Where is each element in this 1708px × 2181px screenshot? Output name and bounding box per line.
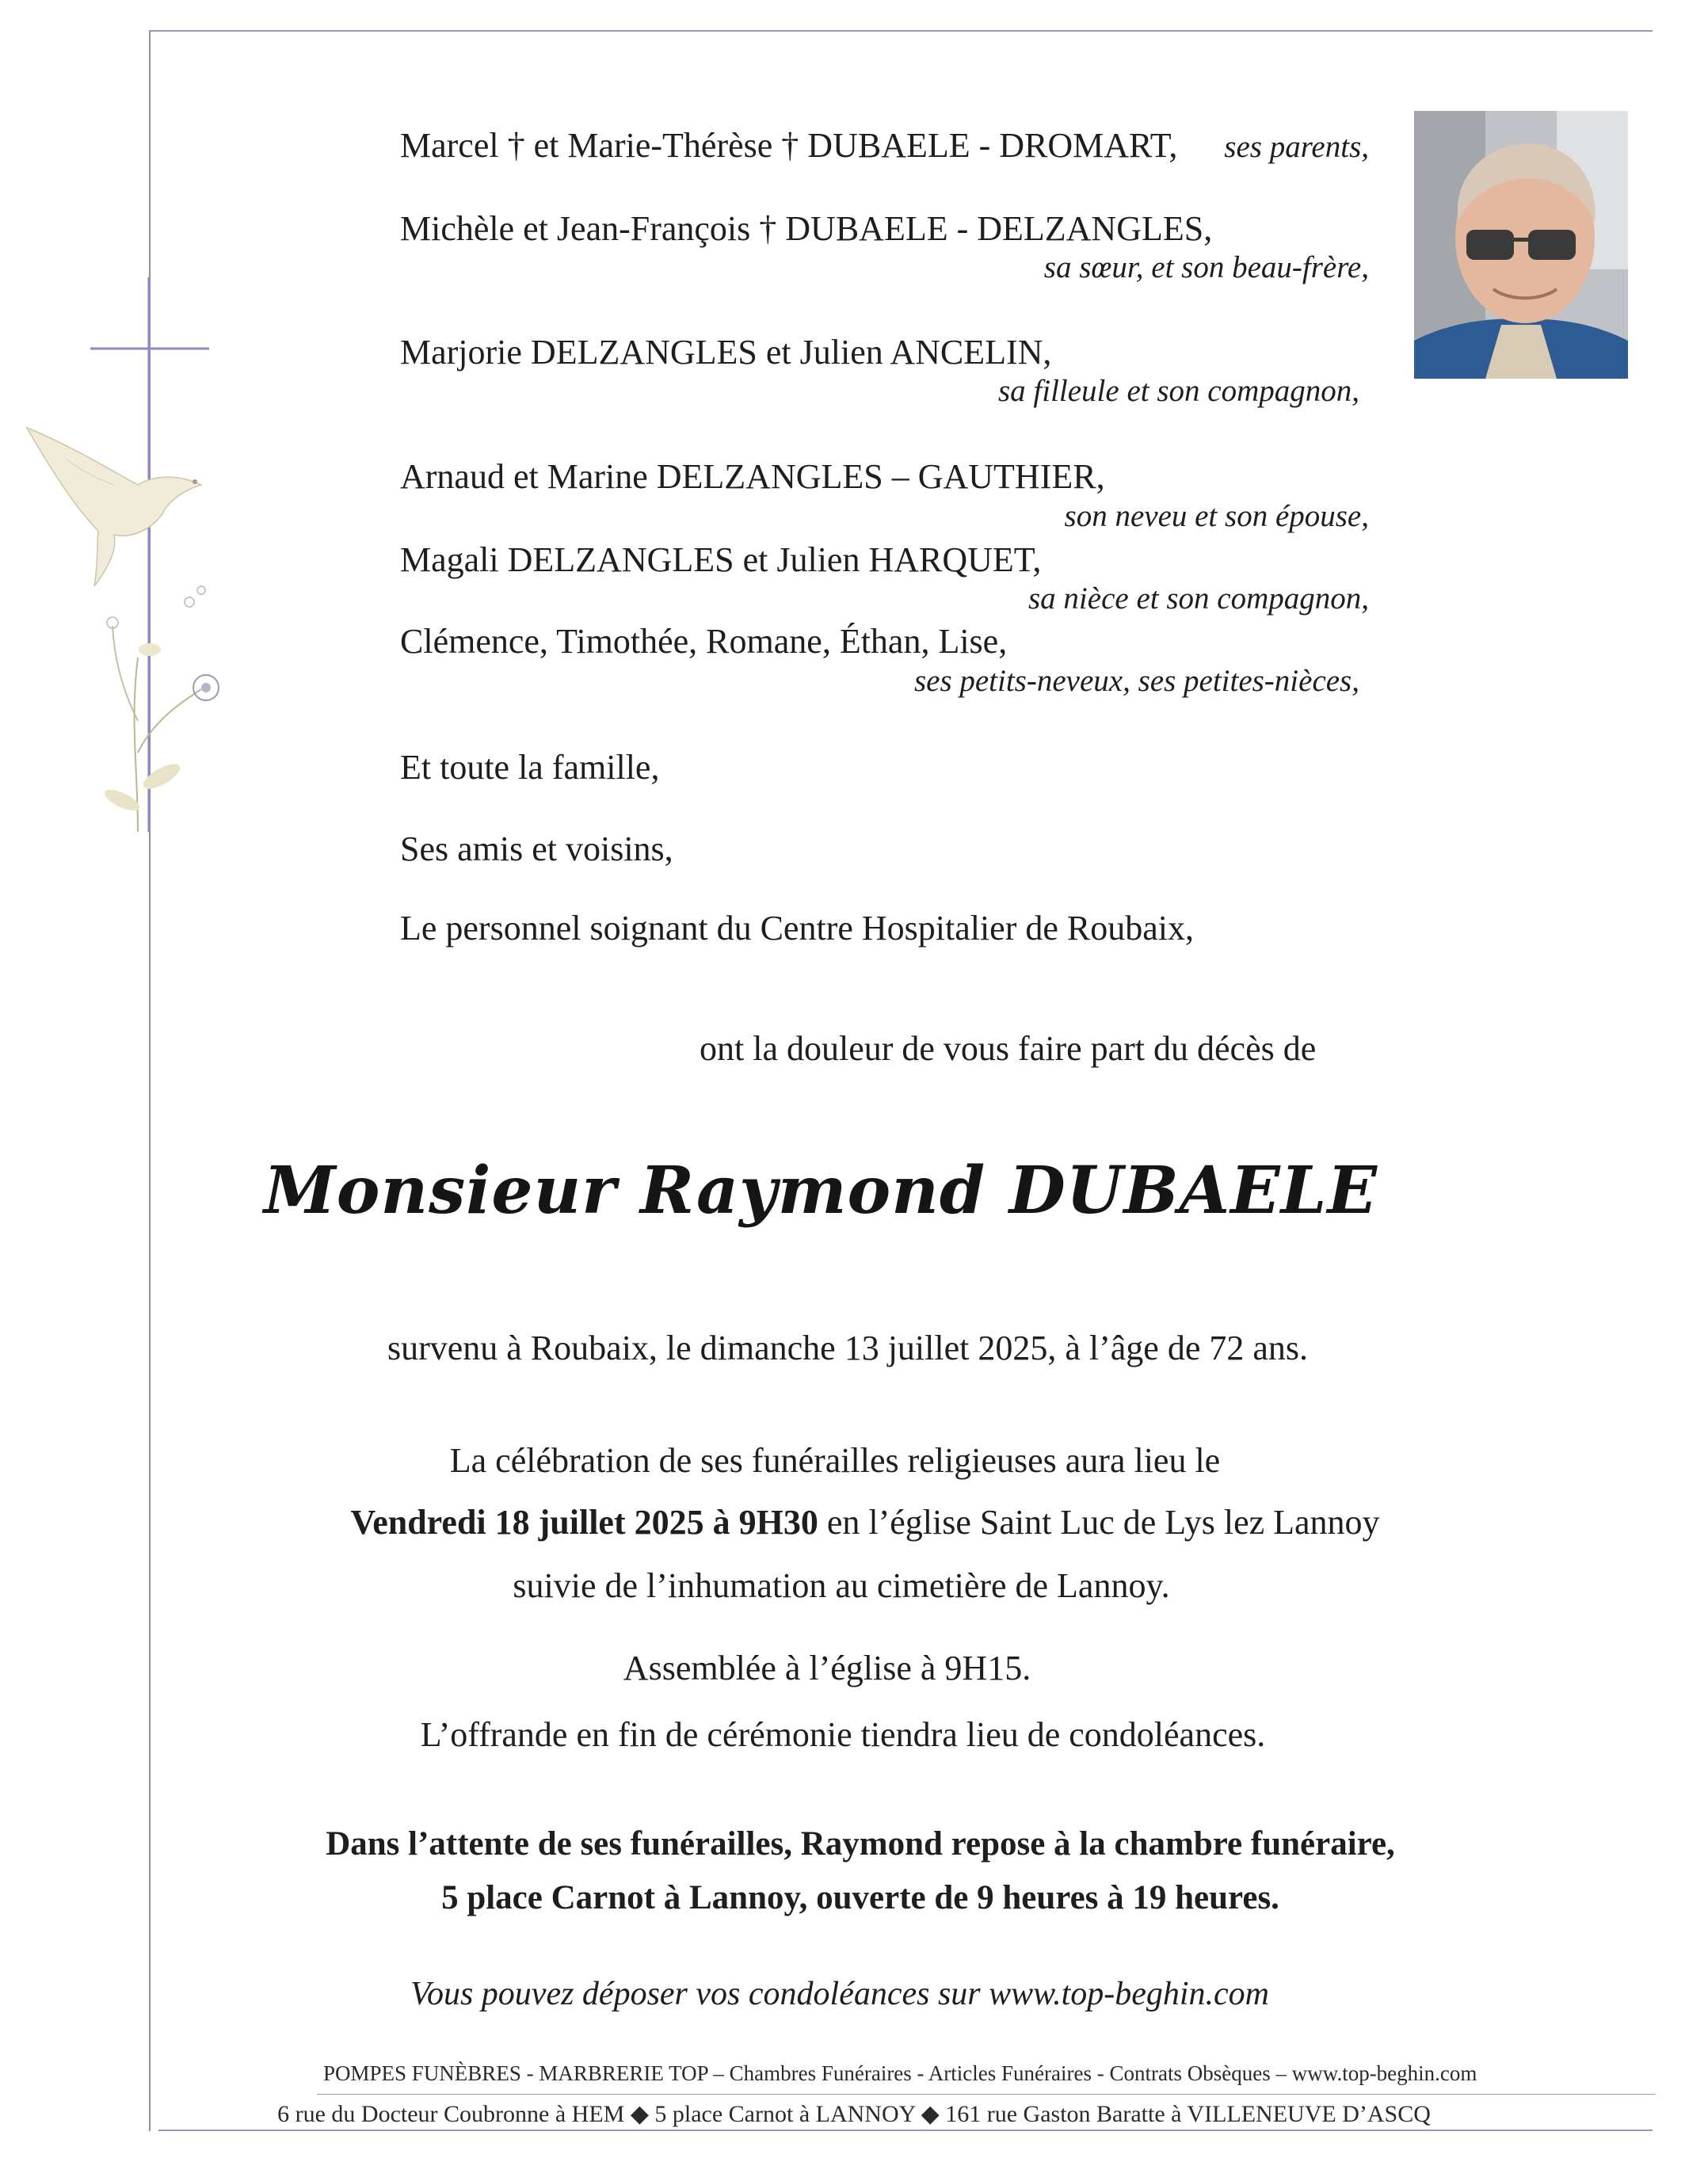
ceremony-line1: La célébration de ses funérailles religieuses aura lieu le (449, 1441, 1221, 1480)
others-family: Et toute la famille, (400, 748, 660, 787)
cross-dove-decoration-icon (19, 277, 257, 832)
frame-top-line (149, 30, 1653, 32)
footer-company-line: POMPES FUNÈBRES - MARBRERIE TOP – Chambres Funéraires - Articles Funéraires - Contrats Obsèques – www.top-beghin.com (323, 2061, 1477, 2085)
ceremony-church: en l’église Saint Luc de Lys lez Lannoy (818, 1503, 1380, 1542)
relation-sister: sa sœur, et son beau-frère, (1043, 250, 1369, 284)
resting-line1: Dans l’attente de ses funérailles, Raymond repose à la chambre funéraire, (326, 1825, 1395, 1863)
ceremony-date: Vendredi 18 juillet 2025 à 9H30 (350, 1503, 818, 1542)
relation-grandnephews: ses petits-neveux, ses petites-nièces, (913, 664, 1359, 698)
death-details: survenu à Roubaix, le dimanche 13 juillet 2025, à l’âge de 72 ans. (387, 1329, 1309, 1367)
relation-niece: sa nièce et son compagnon, (1028, 581, 1369, 616)
announcement-text: ont la douleur de vous faire part du décès de (700, 1029, 1317, 1068)
resting-line2: 5 place Carnot à Lannoy, ouverte de 9 heures à 19 heures. (441, 1879, 1279, 1916)
frame-bottom-line (158, 2130, 1653, 2131)
deceased-name: Monsieur Raymond DUBAELE (264, 1153, 1378, 1229)
family-line-goddaughter: Marjorie DELZANGLES et Julien ANCELIN, (400, 333, 1052, 372)
portrait-photo (1414, 111, 1628, 379)
footer-divider (317, 2094, 1656, 2095)
footer-addresses-line: 6 rue du Docteur Coubronne à HEM ◆ 5 place Carnot à LANNOY ◆ 161 rue Gaston Baratte à VILLENEUVE D’ASCQ (277, 2101, 1431, 2127)
condolences-link-text: Vous pouvez déposer vos condoléances sur www.top-beghin.com (410, 1976, 1270, 2012)
others-friends: Ses amis et voisins, (400, 829, 673, 868)
relation-nephew: son neveu et son épouse, (1064, 499, 1369, 533)
family-line-niece: Magali DELZANGLES et Julien HARQUET, (400, 540, 1042, 579)
assembly-text: Assemblée à l’église à 9H15. (623, 1649, 1031, 1687)
offering-text: L’offrande en fin de cérémonie tiendra lieu de condoléances. (420, 1715, 1266, 1754)
family-line-sister: Michèle et Jean-François † DUBAELE - DELZANGLES, (400, 209, 1213, 248)
family-line-grandnephews: Clémence, Timothée, Romane, Éthan, Lise, (400, 622, 1008, 661)
relation-goddaughter: sa filleule et son compagnon, (997, 374, 1359, 408)
relation-parents: ses parents, (1224, 130, 1369, 164)
others-hospital-staff: Le personnel soignant du Centre Hospitalier de Roubaix, (400, 909, 1194, 948)
family-line-parents: Marcel † et Marie-Thérèse † DUBAELE - DROMART, (400, 126, 1178, 165)
ceremony-line2 (11, 1505, 1708, 1540)
family-line-nephew: Arnaud et Marine DELZANGLES – GAUTHIER, (400, 457, 1105, 496)
ceremony-line3: suivie de l’inhumation au cimetière de Lannoy. (513, 1566, 1170, 1605)
